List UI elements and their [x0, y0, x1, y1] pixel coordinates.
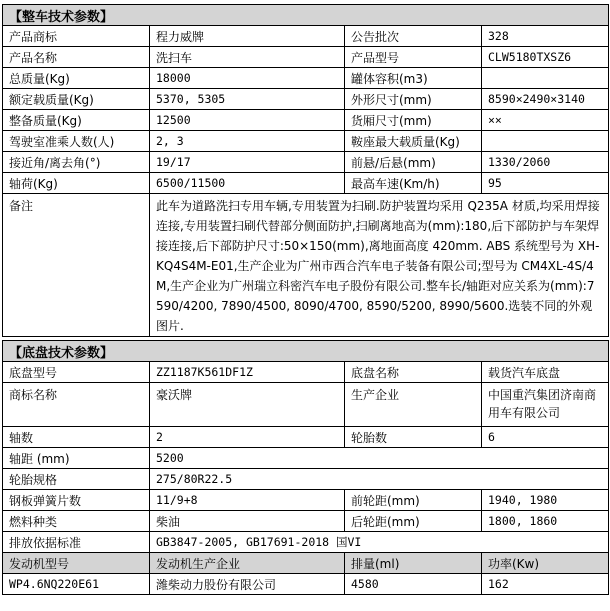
engine-model-value: WP4.6NQ220E61: [3, 574, 150, 595]
param-value: [482, 68, 609, 89]
vehicle-spec-table: [2, 4, 609, 337]
param-value: 6: [482, 427, 609, 448]
table-row: [3, 26, 609, 47]
engine-manufacturer-header: 发动机生产企业: [150, 553, 345, 574]
engine-displacement-value: 4580: [345, 574, 482, 595]
param-value: 8590×2490×3140: [482, 89, 609, 110]
param-value: 程力威牌: [150, 26, 345, 47]
engine-values-row: [3, 574, 609, 595]
param-label: 前轮距(mm): [345, 490, 482, 511]
param-label: 前悬/后悬(mm): [345, 152, 482, 173]
engine-power-header: 功率(Kw): [482, 553, 609, 574]
param-value: 2, 3: [150, 131, 345, 152]
param-label: 额定载质量(Kg): [3, 89, 150, 110]
remark-text: 此车为道路洗扫专用车辆,专用装置为扫刷.防护装置均采用 Q235A 材质,均采用焊接连接,专用装置扫刷代替部分侧面防护,扫刷离地高为(mm):180,后下部防护与车架焊接连接,后下部防护尺寸:50×150(mm),离地面高度 420mm. ABS 系统型号为 XH-KQ4S4M-E01,生产企业为广州市西合汽车电子装备有限公司;型号为 CM4XL-4S/4M,生产企业为广州瑞立科密汽车电子股份有限公司.整车长/轴距对应关系为(mm):7590/4200, 7890/4500, 8090/4700, 8590/5200, 8990/5600.选装不同的外观图片.: [150, 194, 609, 337]
remark-row: [3, 194, 609, 337]
param-label: 鞍座最大载质量(Kg): [345, 131, 482, 152]
table-row: [3, 89, 609, 110]
param-value: 5200: [150, 448, 609, 469]
chassis-section-title: 【底盘技术参数】: [3, 341, 609, 362]
param-value: 5370, 5305: [150, 89, 345, 110]
param-label: 总质量(Kg): [3, 68, 150, 89]
param-value: 中国重汽集团济南商用车有限公司: [482, 383, 609, 427]
table-row: [3, 511, 609, 532]
param-value: 275/80R22.5: [150, 469, 609, 490]
table-row: [3, 131, 609, 152]
table-row: [3, 427, 609, 448]
param-label: 产品名称: [3, 47, 150, 68]
param-value: 1330/2060: [482, 152, 609, 173]
table-row: [3, 490, 609, 511]
param-value: 328: [482, 26, 609, 47]
param-label: 生产企业: [345, 383, 482, 427]
param-label: 底盘型号: [3, 362, 150, 383]
table-row: [3, 47, 609, 68]
param-value: 洗扫车: [150, 47, 345, 68]
engine-model-header: 发动机型号: [3, 553, 150, 574]
param-value: 1800, 1860: [482, 511, 609, 532]
table-row: [3, 152, 609, 173]
param-value: 12500: [150, 110, 345, 131]
param-label: 轴数: [3, 427, 150, 448]
param-label: 轮胎数: [345, 427, 482, 448]
param-label: 轴距 (mm): [3, 448, 150, 469]
param-label: 底盘名称: [345, 362, 482, 383]
param-label: 接近角/离去角(°): [3, 152, 150, 173]
param-value: 柴油: [150, 511, 345, 532]
param-value: 载货汽车底盘: [482, 362, 609, 383]
table-row: [3, 383, 609, 427]
param-label: 轴荷(Kg): [3, 173, 150, 194]
param-value: 1940, 1980: [482, 490, 609, 511]
param-value: CLW5180TXSZ6: [482, 47, 609, 68]
table-row: [3, 469, 609, 490]
table-row: [3, 68, 609, 89]
param-label: 最高车速(Km/h): [345, 173, 482, 194]
param-label: 产品商标: [3, 26, 150, 47]
param-value: 18000: [150, 68, 345, 89]
param-label: 公告批次: [345, 26, 482, 47]
param-value: 豪沃牌: [150, 383, 345, 427]
table-row: [3, 173, 609, 194]
param-value: 19/17: [150, 152, 345, 173]
param-value: GB3847-2005, GB17691-2018 国VI: [150, 532, 609, 553]
param-label: 货厢尺寸(mm): [345, 110, 482, 131]
engine-manufacturer-value: 潍柴动力股份有限公司: [150, 574, 345, 595]
emission-row: [3, 532, 609, 553]
param-label: 钢板弹簧片数: [3, 490, 150, 511]
table-row: [3, 448, 609, 469]
param-value: 6500/11500: [150, 173, 345, 194]
engine-displacement-header: 排量(ml): [345, 553, 482, 574]
param-label: 燃料种类: [3, 511, 150, 532]
param-value: ZZ1187K561DF1Z: [150, 362, 345, 383]
param-label: 罐体容积(m3): [345, 68, 482, 89]
vehicle-section-title: 【整车技术参数】: [3, 5, 609, 26]
param-value: [482, 131, 609, 152]
chassis-spec-table: [2, 340, 609, 595]
param-value: ××: [482, 110, 609, 131]
param-label: 外形尺寸(mm): [345, 89, 482, 110]
param-label: 整备质量(Kg): [3, 110, 150, 131]
param-label: 产品型号: [345, 47, 482, 68]
remark-label: 备注: [3, 194, 150, 337]
param-value: 2: [150, 427, 345, 448]
table-row: [3, 362, 609, 383]
param-label: 排放依据标准: [3, 532, 150, 553]
param-label: 商标名称: [3, 383, 150, 427]
param-value: 11/9+8: [150, 490, 345, 511]
engine-power-value: 162: [482, 574, 609, 595]
param-value: 95: [482, 173, 609, 194]
param-label: 轮胎规格: [3, 469, 150, 490]
param-label: 后轮距(mm): [345, 511, 482, 532]
engine-header-row: [3, 553, 609, 574]
table-row: [3, 110, 609, 131]
param-label: 驾驶室准乘人数(人): [3, 131, 150, 152]
